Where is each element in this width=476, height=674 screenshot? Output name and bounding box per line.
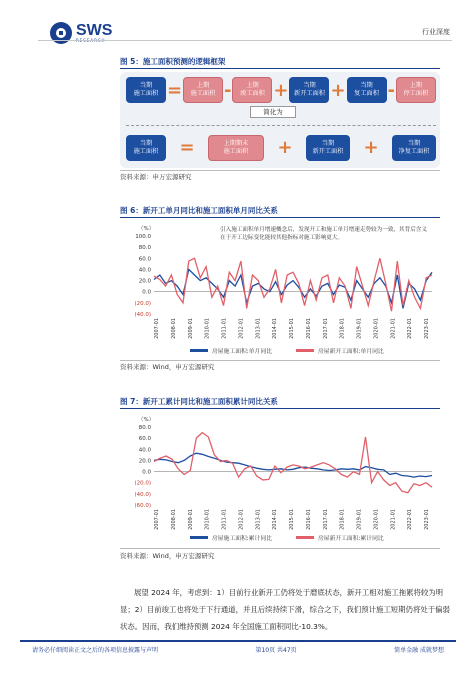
figure7-legend [190,533,384,542]
legend-swatch-blue [190,536,208,539]
figure7-title-rule [120,408,440,409]
footer-slogan: 简单金融 成就梦想 [394,646,444,654]
y-tick-label: (20.0) [134,480,151,487]
page-footer [20,640,456,656]
figure7-source-rule [120,548,440,549]
diagram-simplify-label: 简化为 [250,106,296,118]
body-paragraph: 展望 2024 年，考虑到：1）目前行业新开工仍将处于磨底状态，新开工相对施工拖累将较为明显；2）目前竣工也将处于下行通道，并且后续持续下滑，综合之下，我们预计施工短期仍将处于偏弱状态。因而，我们维持预测 2024 年全国施工面积同比-10.3%。 [120,588,450,631]
figure6-title-rule [120,217,440,218]
x-tick-label: 2007-01 [154,509,160,530]
x-tick-label: 2020-01 [373,509,380,530]
diagram-operator: = [179,137,195,158]
x-tick-label: 2017-01 [322,318,329,339]
legend-swatch-red [296,536,314,539]
legend-swatch-blue [190,349,208,352]
diagram-box-prev-completion: 上期 竣工面积 [232,77,272,103]
diagram-operator: + [330,79,346,101]
x-tick-label: 2021-01 [390,509,397,530]
x-tick-label: 2008-01 [170,509,177,530]
legend-item [296,533,384,542]
y-tick-label: 60.0 [138,436,151,443]
x-tick-label: 2013-01 [255,318,262,339]
header-divider [38,40,452,41]
figure5-title: 图 5：施工面积预测的逻辑框架 [120,57,226,66]
x-tick-label: 2010-01 [204,509,211,530]
y-tick-label: (60.0) [134,503,151,509]
x-tick-label: 2019-01 [356,318,363,339]
diagram-box-prev-construction: 上期 施工面积 [183,77,223,103]
x-tick-label: 2008-01 [170,318,177,339]
diagram-box-current-construction-simplified: 当期 施工面积 [126,135,166,161]
figure6-chart [120,220,440,342]
x-tick-label: 2018-01 [339,509,346,530]
legend-label: 房屋施工面积:累计同比 [212,536,272,542]
footer-page-number: 第10页 共47页 [255,646,297,654]
footer-disclaimer: 请务必仔细阅读正文之后的各项信息披露与声明 [32,646,159,654]
figure7-chart [120,411,440,533]
figure6-title: 图 6：新开工单月同比和施工面积单月同比关系 [120,206,278,215]
x-tick-label: 2019-01 [356,509,363,530]
figure5-row1 [126,76,436,104]
diagram-operator: - [387,79,395,101]
y-unit-label: （%） [138,226,155,232]
series-line [154,258,432,311]
x-tick-label: 2012-01 [238,318,245,339]
figure5-row2 [126,125,436,163]
series-line [154,433,432,493]
x-tick-label: 2009-01 [187,318,194,339]
logo-text: SWS [76,21,113,39]
y-tick-label: 60.0 [138,256,151,263]
y-unit-label: （%） [138,417,155,423]
diagram-box-prev-end-construction: 上期期末 施工面积 [208,135,264,161]
x-tick-label: 2022-01 [407,318,414,339]
diagram-operator: + [273,79,289,101]
y-tick-label: (20.0) [134,300,151,307]
y-tick-label: (40.0) [134,491,151,498]
figure5-source: 资料来源：申万宏源研究 [120,173,192,181]
diagram-box-current-construction: 当期 施工面积 [126,77,166,103]
y-tick-label: 0.0 [142,289,151,296]
x-tick-label: 2023-01 [424,509,430,530]
x-tick-label: 2016-01 [305,509,312,530]
legend-item [296,346,384,355]
legend-label: 房屋新开工面积:累计同比 [317,536,384,542]
legend-label: 房屋施工面积:单月同比 [212,349,272,355]
figure6-annotation: 引入施工面积单月增速概念后，发现开工和施工单月增速走势较为一致，其背后含义在于开工边际变化能较其他指标对施工影响更大。 [220,227,427,241]
y-tick-label: 40.0 [138,267,151,274]
figure7-title: 图 7：新开工累计同比和施工面积累计同比关系 [120,397,278,406]
y-tick-label: 0.0 [142,469,151,476]
x-tick-label: 2015-01 [289,318,295,339]
legend-item [190,533,272,542]
diagram-operator: + [277,137,293,158]
y-tick-label: 80.0 [138,425,151,431]
report-section-label: 行业深度 [422,28,450,36]
figure5-title-rule [120,68,440,69]
x-tick-label: 2018-01 [339,318,346,339]
figure6-source-rule [120,360,440,361]
diagram-box-current-new-start: 当期 新开工面积 [289,77,329,103]
x-tick-label: 2016-01 [305,318,312,339]
x-tick-label: 2011-01 [221,509,228,530]
x-tick-label: 2020-01 [373,318,380,339]
diagram-box-current-resume: 当期 复工面积 [347,77,387,103]
y-tick-label: 100.0 [135,234,151,240]
diagram-box-new-start-simplified: 当期 新开工面积 [306,135,350,161]
y-tick-label: 20.0 [138,458,151,465]
x-tick-label: 2015-01 [289,509,295,530]
y-tick-label: (40.0) [134,312,151,318]
x-tick-label: 2014-01 [272,318,279,339]
x-tick-label: 2021-01 [390,318,397,339]
x-tick-label: 2009-01 [187,509,194,530]
x-tick-label: 2012-01 [238,509,245,530]
figure6-source: 资料来源：Wind，申万宏源研究 [120,363,215,371]
diagram-operator: = [166,79,183,101]
diagram-operator: + [363,137,379,158]
y-tick-label: 20.0 [138,278,151,285]
legend-label: 房屋新开工面积:单月同比 [317,349,384,355]
figure7-source: 资料来源：Wind，申万宏源研究 [120,552,215,560]
legend-item [190,346,272,355]
figure5-source-rule [120,170,440,171]
figure6-legend [190,346,384,355]
x-tick-label: 2014-01 [272,509,279,530]
y-tick-label: 80.0 [138,245,151,252]
diagram-box-prev-halt: 上期 停工面积 [396,77,436,103]
x-tick-label: 2017-01 [322,509,329,530]
x-tick-label: 2022-01 [407,509,414,530]
y-tick-label: 40.0 [138,447,151,454]
diagram-operator: - [224,79,232,101]
x-tick-label: 2007-01 [154,318,160,339]
x-tick-label: 2010-01 [204,318,211,339]
x-tick-label: 2023-01 [424,318,430,339]
x-tick-label: 2011-01 [221,318,228,339]
diagram-box-net-resume: 当期 净复工面积 [392,135,436,161]
legend-swatch-red [296,349,314,352]
x-tick-label: 2013-01 [255,509,262,530]
